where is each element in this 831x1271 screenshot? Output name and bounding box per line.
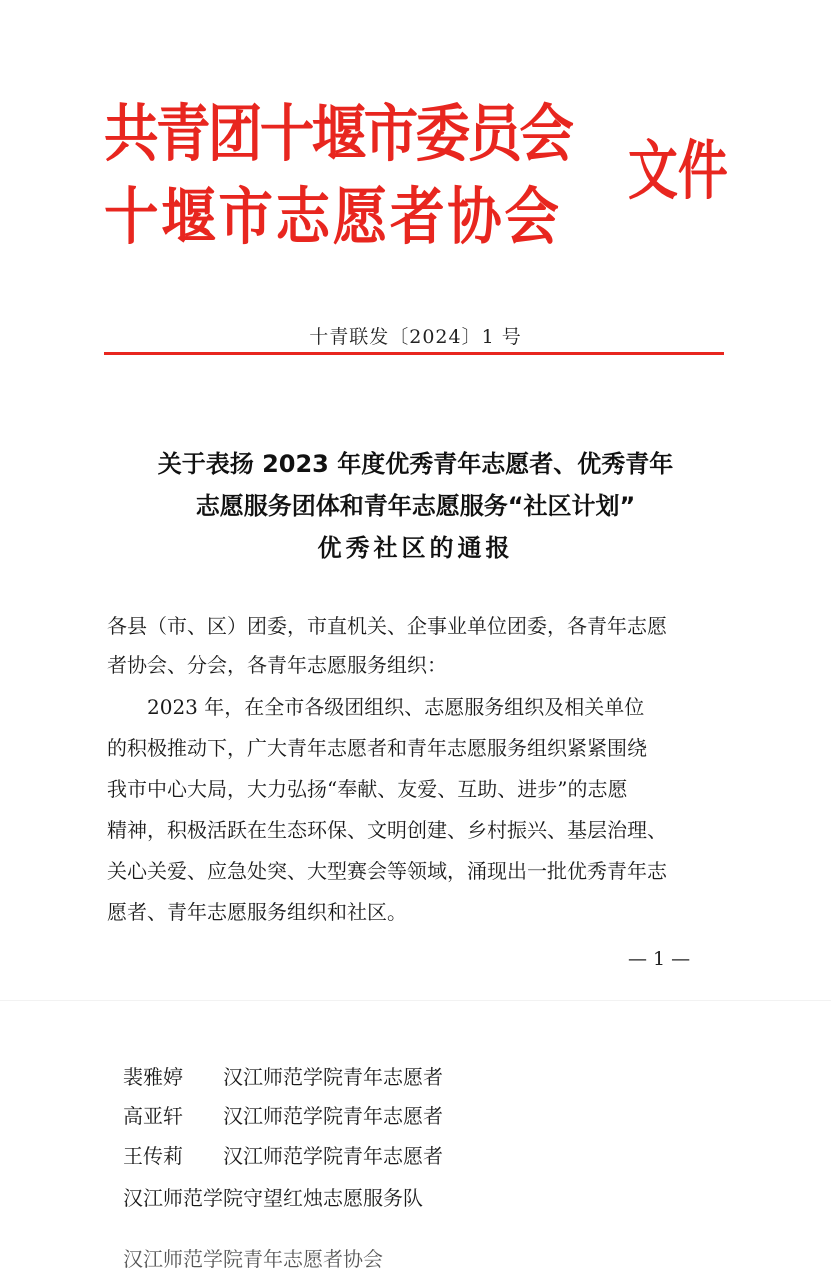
body-line: 者协会、分会，各青年志愿服务组织： <box>107 653 447 677</box>
red-divider <box>104 352 724 355</box>
volunteer-name: 王传莉 <box>123 1144 183 1168</box>
page-number: — 1 — <box>628 948 691 970</box>
cutoff-text: 汉江师范学院青年志愿者协会 <box>123 1247 383 1271</box>
body-line: 愿者、青年志愿服务组织和社区。 <box>107 900 407 924</box>
list-item <box>123 1067 443 1087</box>
body-line: 各县（市、区）团委，市直机关、企事业单位团委，各青年志愿 <box>107 614 667 638</box>
team-name: 汉江师范学院守望红烛志愿服务队 <box>123 1186 423 1210</box>
page-break <box>0 1000 831 1001</box>
volunteer-name: 高亚轩 <box>123 1104 183 1128</box>
volunteer-org: 汉江师范学院青年志愿者 <box>223 1144 443 1168</box>
volunteer-org: 汉江师范学院青年志愿者 <box>223 1065 443 1089</box>
title-line-3: 优秀社区的通报 <box>317 534 514 562</box>
letterhead-suffix: 文件 <box>628 135 728 209</box>
body-line: 2023 年，在全市各级团组织、志愿服务组织及相关单位 <box>107 695 645 719</box>
body-line: 精神，积极活跃在生态环保、文明创建、乡村振兴、基层治理、 <box>107 818 667 842</box>
body-line: 关心关爱、应急处突、大型赛会等领域，涌现出一批优秀青年志 <box>107 859 667 883</box>
title-line-2: 志愿服务团体和青年志愿服务“社区计划” <box>195 492 636 520</box>
letterhead-line-2: 十堰市志愿者协会 <box>104 180 562 253</box>
volunteer-name: 裴雅婷 <box>123 1065 183 1089</box>
body-line: 的积极推动下，广大青年志愿者和青年志愿服务组织紧紧围绕 <box>107 736 647 760</box>
list-item <box>123 1106 443 1126</box>
document-number: 十青联发〔2024〕1 号 <box>309 326 522 348</box>
letterhead-line-1: 共青团十堰市委员会 <box>104 97 572 170</box>
title-line-1: 关于表扬 2023 年度优秀青年志愿者、优秀青年 <box>157 450 674 478</box>
volunteer-org: 汉江师范学院青年志愿者 <box>223 1104 443 1128</box>
list-item <box>123 1146 443 1166</box>
body-line: 我市中心大局，大力弘扬“奉献、友爱、互助、进步”的志愿 <box>107 777 628 801</box>
cutoff-line <box>123 1236 383 1271</box>
